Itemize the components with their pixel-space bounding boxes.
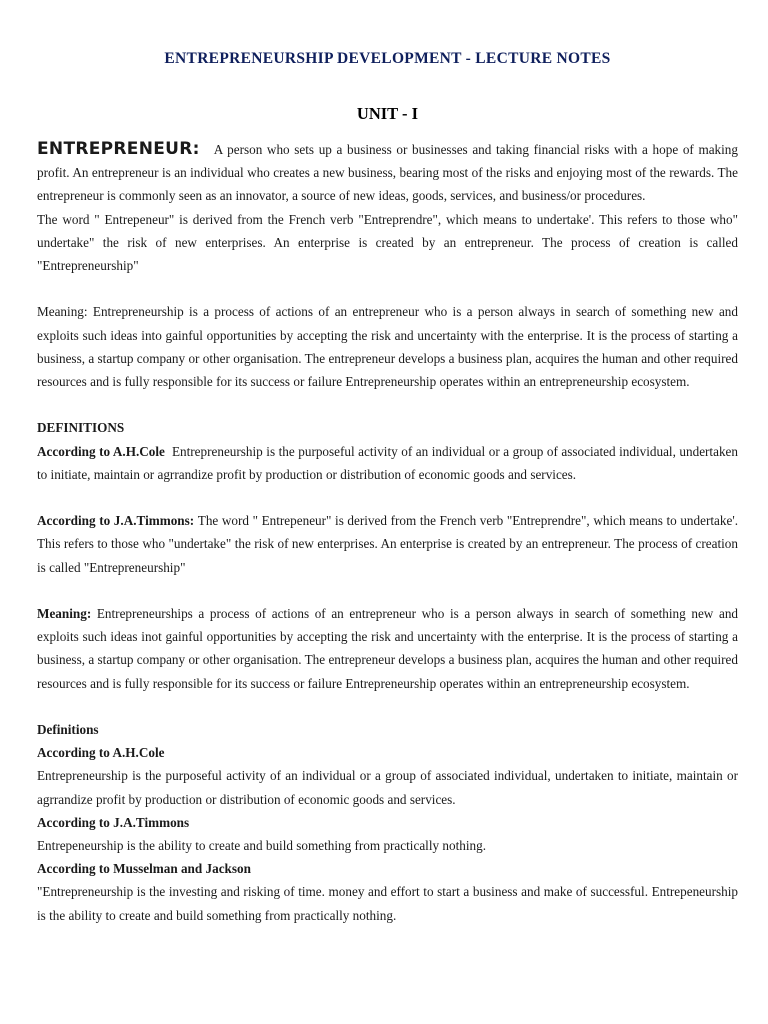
timmons-definition-paragraph [37,509,738,579]
meaning-text: Entrepreneurships a process of actions of an entrepreneur who is a person always in search of something new and exploits such ideas inot gainful opportunities by accepting the risk and uncertainty with the enterprise. It is the process of starting a business, a startup company or other organisation. The entrepreneur develops a business plan, acquires the human and other required resources and is fully responsible for its success or failure Entrepreneurship operates within an entrepreneurship ecosystem. [37,606,739,691]
timmons-text-2: Entrepeneurship is the ability to create and build something from practically nothing. [37,838,486,854]
document-title: ENTREPRENEURSHIP DEVELOPMENT - LECTURE NOTES [164,50,611,67]
entrepreneur-derivation-paragraph: The word " Entrepeneur" is derived from the French verb "Entreprendre", which means to undertake'. This refers to those who" undertake" the risk of new enterprises. An enterprise is created by an entrepreneur. The process of creation is called "Entrepreneurship" [37,211,738,274]
timmons-label-2: According to J.A.Timmons [37,814,190,830]
cole-label: According to A.H.Cole [37,443,165,459]
cole-text-2: Entrepreneurship is the purposeful activity of an individual or a group of associated individual, undertaken to initiate, maintain or agrrandize profit by production or distribution of economic goods and services. [37,768,738,807]
cole-label-2: According to A.H.Cole [37,745,165,761]
definitions-heading-2: Definitions [37,722,99,737]
meaning-paragraph-2 [37,602,738,695]
meaning-paragraph: Meaning: Entrepreneurship is a process of actions of an entrepreneur who is a person always in search of something new and exploits such ideas into gainful opportunities by accepting the risk and uncertainty with the enterprise. It is the process of starting a business, a startup company or other organisation. The entrepreneur develops a business plan, acquires the human and other required resources and is fully responsible for its success or failure Entrepreneurship operates within an entrepreneurship ecosystem. [37,304,738,390]
entrepreneur-term: ENTREPRENEUR: [37,139,200,159]
timmons-label: According to J.A.Timmons: [37,513,195,529]
musselman-label: According to Musselman and Jackson [37,861,251,877]
entrepreneur-definition-paragraph [37,138,738,208]
cole-definition-paragraph [37,440,738,486]
unit-heading: UNIT - I [356,104,419,123]
timmons-text: The word " Entrepeneur" is derived from the French verb "Entreprendre", which means to undertake'. This refers to those who "undertake" the risk of new enterprises. An enterprise is created by an entrepreneur. The process of creation is called "Entrepreneurship" [37,513,738,575]
entrepreneur-definition-text: A person who sets up a business or businesses and taking financial risks with a hope of making profit. An entrepreneur is an individual who creates a new business, bearing most of the risks and enjoying most of the rewards. The entrepreneur is commonly seen as an innovator, a source of new ideas, goods, services, and business/or procedures. [37,142,738,204]
cole-text: Entrepreneurship is the purposeful activity of an individual or a group of associated individual, undertaken to initiate, maintain or agrrandize profit by production or distribution of economic goods and services. [37,443,738,482]
document-body [37,138,738,927]
musselman-text: "Entrepreneurship is the investing and risking of time. money and effort to start a business and make of successful. Entrepeneurship is the ability to create and build something from practically nothing. [37,884,738,923]
meaning-label: Meaning: [37,606,92,621]
definitions-heading: DEFINITIONS [37,420,125,436]
